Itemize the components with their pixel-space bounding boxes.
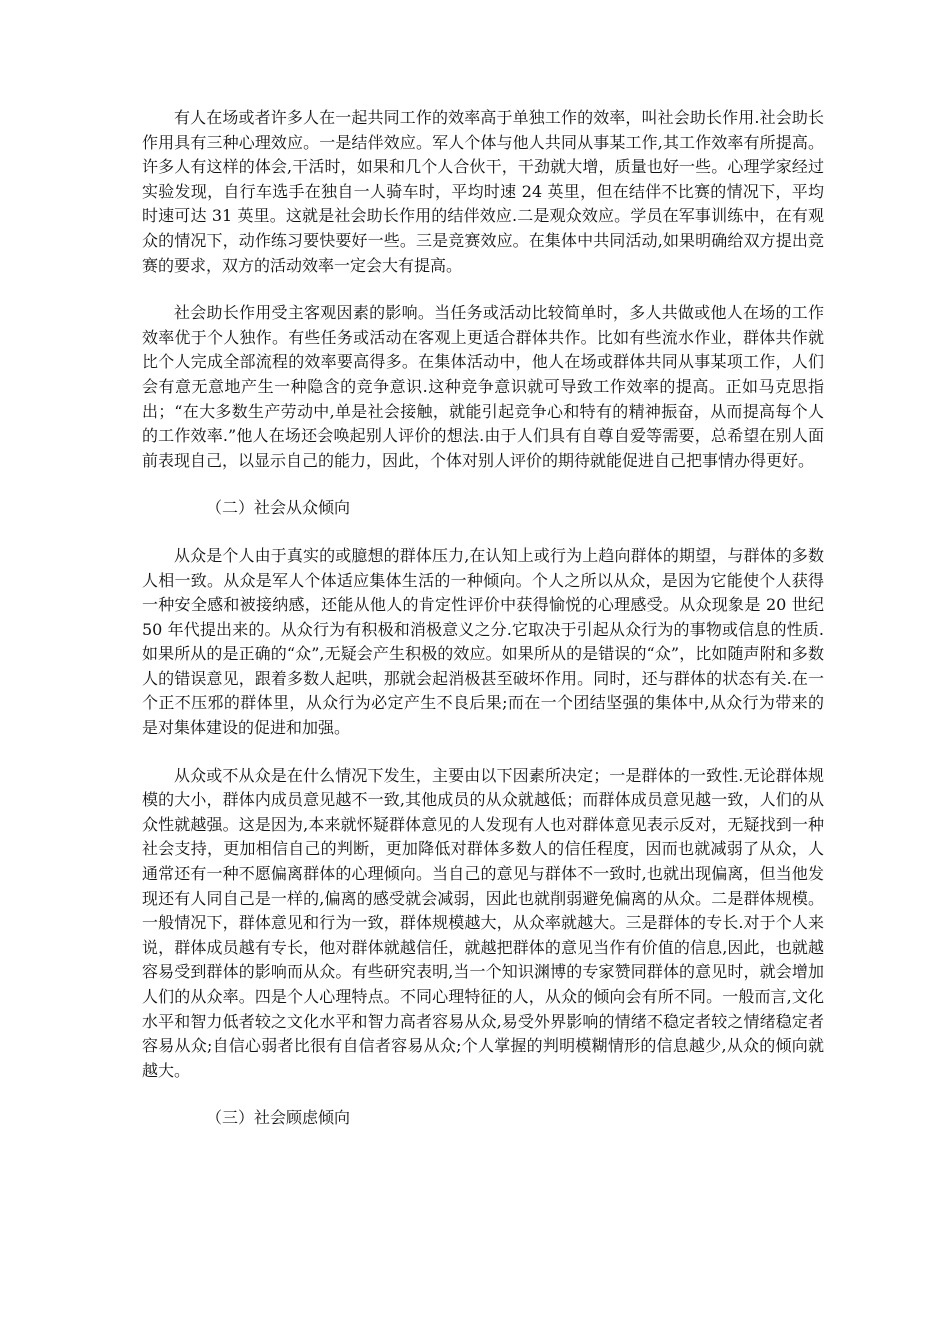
- paragraph-gap: [142, 278, 824, 301]
- paragraph-gap: [142, 1083, 824, 1106]
- document-page: [142, 106, 824, 1131]
- section-heading-social-concern: （三）社会顾虑倾向: [206, 1108, 351, 1128]
- paragraph-conformity-factors: 从众或不从众是在什么情况下发生，主要由以下因素所决定；一是群体的一致性.无论群体规模的大小，群体内成员意见越不一致,其他成员的从众就越低；而群体成员意见越一致，人们的从众性就越强。这是因为,本来就怀疑群体意见的人发现有人也对群体意见表示反对，无疑找到一种社会支持，更加相信自己的判断，更加降低对群体多数人的信任程度，因而也就减弱了从众，人通常还有一种不愿偏离群体的心理倾向。当自己的意见与群体不一致时,也就出现偏离，但当他发现还有人同自己是一样的,偏离的感受就会减弱，因此也就削弱避免偏离的从众。二是群体规模。一般情况下，群体意见和行为一致，群体规模越大，从众率就越大。三是群体的专长.对于个人来说，群体成员越有专长，他对群体就越信任，就越把群体的意见当作有价值的信息,因此，也就越容易受到群体的影响而从众。有些研究表明,当一个知识渊博的专家赞同群体的意见时，就会增加人们的从众率。四是个人心理特点。不同心理特征的人，从众的倾向会有所不同。一般而言,文化水平和智力低者较之文化水平和智力高者容易从众,易受外界影响的情绪不稳定者较之情绪稳定者容易从众;自信心弱者比很有自信者容易从众;个人掌握的判明模糊情形的信息越少,从众的倾向就越大。: [142, 765, 824, 1080]
- paragraph-social-facilitation: 有人在场或者许多人在一起共同工作的效率高于单独工作的效率，叫社会助长作用.社会助长作用具有三种心理效应。一是结伴效应。军人个体与他人共同从事某工作,其工作效率有所提高。许多人有这样的体会,干活时，如果和几个人合伙干，干劲就大增，质量也好一些。心理学家经过实验发现，自行车选手在独自一人骑车时，平均时速 24 英里，但在结伴不比赛的情况下，平均时速可达 31 英里。这就是社会助长作用的结伴效应.二是观众效应。学员在军事训练中，在有观众的情况下，动作练习要快要好一些。三是竞赛效应。在集体中共同活动,如果明确给双方提出竞赛的要求，双方的活动效率一定会大有提高。: [142, 108, 824, 275]
- paragraph-gap: [142, 741, 824, 764]
- paragraph-gap: [142, 521, 824, 544]
- paragraph-facilitation-factors: 社会助长作用受主客观因素的影响。当任务或活动比较简单时，多人共做或他人在场的工作效率优于个人独作。有些任务或活动在客观上更适合群体共作。比如有些流水作业，群体共作就比个人完成全部流程的效率要高得多。在集体活动中，他人在场或群体共同从事某项工作，人们会有意无意地产生一种隐含的竞争意识.这种竞争意识就可导致工作效率的提高。正如马克思指出；“在大多数生产劳动中,单是社会接触，就能引起竞争心和特有的精神振奋，从而提高每个人的工作效率.”他人在场还会唤起别人评价的想法.由于人们具有自尊自爱等需要，总希望在别人面前表现自己，以显示自己的能力，因此，个体对别人评价的期待就能促进自己把事情办得更好。: [142, 303, 824, 470]
- paragraph-conformity: 从众是个人由于真实的或臆想的群体压力,在认知上或行为上趋向群体的期望，与群体的多数人相一致。从众是军人个体适应集体生活的一种倾向。个人之所以从众，是因为它能使个人获得一种安全感和被接纳感，还能从他人的肯定性评价中获得愉悦的心理感受。从众现象是 20 世纪 50 年代提出来的。从众行为有积极和消极意义之分.它取决于引起从众行为的事物或信息的性质.如果所从的是正确的“众”,无疑会产生积极的效应。如果所从的是错误的“众”，比如随声附和多数人的错误意见，跟着多数人起哄，那就会起消极甚至破坏作用。同时，还与群体的状态有关.在一个正不压邪的群体里，从众行为必定产生不良后果;而在一个团结坚强的集体中,从众行为带来的是对集体建设的促进和加强。: [142, 545, 824, 738]
- paragraph-gap: [142, 473, 824, 496]
- section-heading-conformity: （二）社会从众倾向: [206, 498, 351, 518]
